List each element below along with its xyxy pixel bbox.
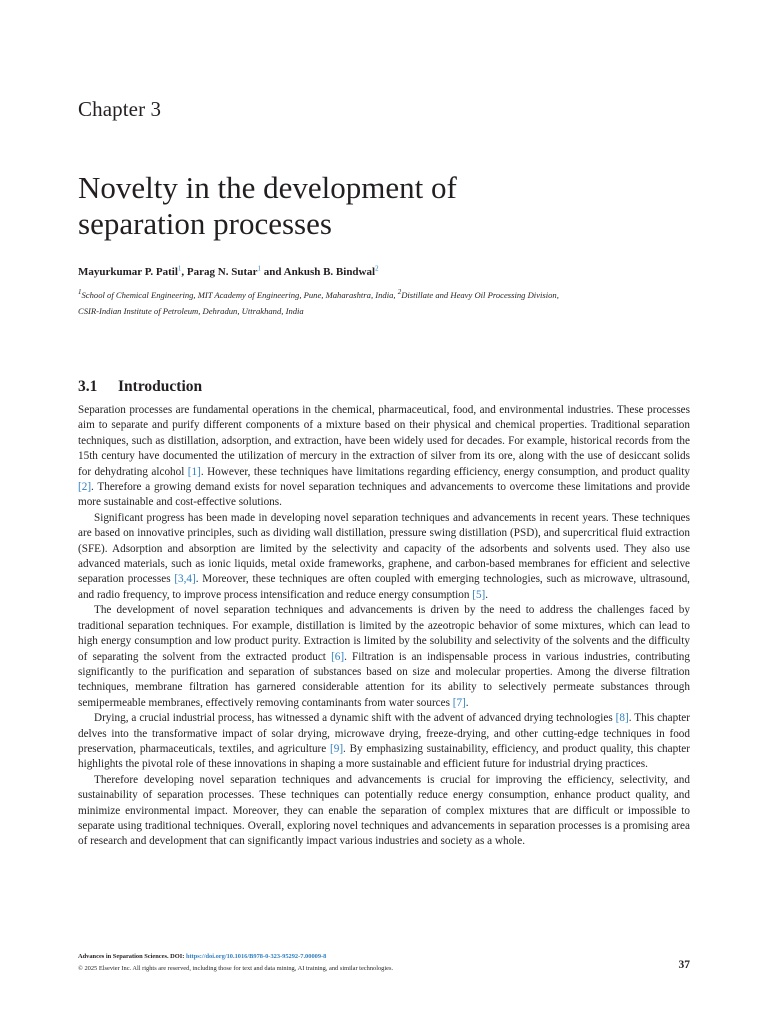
footer-book-title: Advances in Separation Sciences. DOI:: [78, 953, 186, 960]
author-list: [78, 265, 718, 279]
author-affiliation-mark[interactable]: 1: [177, 264, 182, 273]
paragraph-text: Drying, a crucial industrial process, has witnessed a dynamic shift with the advent of advanced drying technologies: [94, 712, 616, 725]
footer-source: [78, 952, 326, 961]
paragraph-text: Therefore developing novel separation techniques and advancements is crucial for improving the efficiency, selectivity, and sustainability of separation processes. These techniques can potentially reduce energy consumption, enhance product quality, and minimize environmental impact. Moreover, they can enable the separation of complex mixtures that are difficult or impossible to separate using traditional techniques. Overall, exploring novel techniques and advancements in separation processes is a promising area of research and development that can significantly impact various industries and society as a whole.: [78, 773, 690, 848]
footer-copyright: © 2025 Elsevier Inc. All rights are reserved, including those for text and data mining, AI training, and similar technologies.: [78, 965, 394, 972]
chapter-title-line-2: separation processes: [78, 206, 332, 241]
citation-link[interactable]: [6]: [331, 650, 345, 663]
citation-link[interactable]: [7]: [452, 696, 466, 709]
citation-link[interactable]: [9]: [330, 742, 344, 755]
paragraph-text: .: [485, 588, 489, 601]
author-separator: ,: [181, 266, 187, 278]
body-text: [78, 403, 690, 850]
citation-link[interactable]: [8]: [615, 712, 629, 725]
section-title: Introduction: [118, 378, 203, 395]
chapter-title: [78, 170, 718, 242]
affiliation-mark: 1: [78, 288, 82, 297]
affiliation-text: School of Chemical Engineering, MIT Academy of Engineering, Pune, Maharashtra, India,: [81, 290, 398, 300]
affiliation-mark: 2: [397, 288, 402, 297]
paragraph: [78, 403, 690, 511]
doi-link[interactable]: https://doi.org/10.1016/B978-0-323-95292-7.00009-8: [185, 953, 327, 960]
citation-link[interactable]: [5]: [472, 588, 486, 601]
paragraph: [78, 511, 690, 603]
paragraph-text: . By emphasizing sustainability, efficiency, and product quality, this chapter highlights the pivotal role of these innovations in shaping a more sustainable and efficient future for industrial drying practices.: [78, 742, 690, 771]
page-number: 37: [678, 959, 690, 971]
paragraph-text: Significant progress has been made in developing novel separation techniques and advancements in recent years. These techniques are based on innovative principles, such as dividing wall distillation, pressure swing distillation (PSD), and supercritical fluid extraction (SFE). Adsorption and absorption are limited by the selectivity and capacity of the adsorbents and solvents used. They also use advanced materials, such as ionic liquids, metal oxide frameworks, graphene, and carbon-based membranes for efficient and selective separation processes: [78, 511, 690, 586]
paragraph-text: Separation processes are fundamental operations in the chemical, pharmaceutical, food, and environmental industries. These processes aim to separate and purify different components of a mixture based on their physical and chemical properties. Traditional separation techniques, such as distillation, adsorption, and extraction, have been widely used for decades. For example, historical records from the 15th century have documented the utilization of mercury in the extraction of silver from its ore, along with the use of desiccant solids for dehydrating alcohol: [78, 404, 690, 478]
paragraph-text: . However, these techniques have limitations regarding efficiency, energy consumption, and product quality: [200, 465, 690, 478]
paragraph-text: . Moreover, these techniques are often coupled with emerging technologies, such as microwave, ultrasound, and radio frequency, to improve process intensification and reduce energy consumption: [78, 573, 690, 601]
affiliations: [78, 287, 718, 319]
paragraph: [78, 711, 690, 773]
paragraph-text: . This chapter delves into the transformative impact of solar drying, microwave drying, freeze-drying, and other cutting-edge techniques in food preservation, pharmaceuticals, textiles, and agriculture: [78, 712, 690, 755]
affiliation-text: CSIR-Indian Institute of Petroleum, Dehradun, Uttrakhand, India: [78, 306, 304, 316]
author-affiliation-mark[interactable]: 1: [257, 264, 261, 273]
author-name: Ankush B. Bindwal: [283, 266, 376, 278]
author-name: Parag N. Sutar: [186, 266, 258, 278]
chapter-title-line-1: Novelty in the development of: [78, 170, 457, 205]
paragraph-text: The development of novel separation techniques and advancements is driven by the need to address the challenges faced by traditional separation techniques. For example, distillation is limited by the azeotropic behavior of some mixtures, which can lead to high energy consumption and low product purity. Extraction is limited by the solubility and selectivity of the solvents and the difficulty of separating the solvent from the extracted product: [78, 604, 690, 663]
paragraph-text: .: [465, 696, 469, 709]
chapter-label: Chapter 3: [78, 97, 162, 121]
affiliation-text: Distillate and Heavy Oil Processing Division,: [401, 290, 559, 300]
section-heading: [78, 378, 202, 396]
paragraph: [78, 603, 690, 711]
paragraph-text: . Therefore a growing demand exists for novel separation techniques and advancements to overcome these limitations and provide more sustainable and cost-effective solutions.: [78, 481, 690, 509]
citation-link[interactable]: [2]: [78, 481, 92, 494]
section-number: 3.1: [78, 378, 98, 395]
author-separator: and: [261, 266, 284, 278]
citation-link[interactable]: [3,4]: [174, 573, 196, 586]
author-affiliation-mark[interactable]: 2: [375, 264, 379, 273]
paragraph: [78, 773, 690, 850]
paragraph-text: . Filtration is an indispensable process in various industries, contributing significantly to the purification and separation of substances based on size and molecular properties. Among the diverse filtration techniques, membrane filtration has garnered considerable attention for its ability to selectively permeate substances through semipermeable membranes, effectively removing contaminants from water sources: [78, 650, 690, 709]
author-name: Mayurkumar P. Patil: [78, 266, 178, 278]
citation-link[interactable]: [1]: [187, 465, 201, 478]
